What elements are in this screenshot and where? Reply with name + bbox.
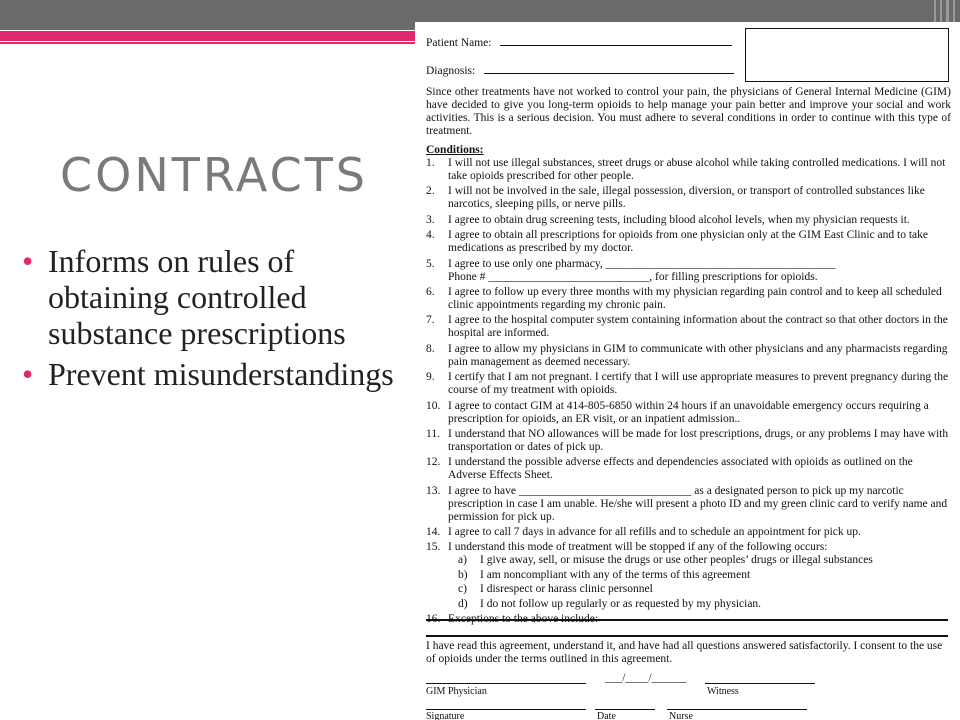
intro-paragraph: Since other treatments have not worked to control your pain, the physicians of General Internal Medicine (GIM) have decided to give you long-term opioids to help manage your pain better and improve your social and work activities. This is a serious decision. You must adhere to several conditions in order to continue with this type of treatment. [426, 86, 951, 137]
stop-condition-item: d) I do not follow up regularly or as requested by my physician. [458, 597, 762, 610]
patient-label-box [745, 28, 949, 82]
patient-name-row [426, 34, 732, 50]
condition-item: 11. I understand that NO allowances will be made for lost prescriptions, drugs, or any problems I may have with transportation or dates of pick up. [426, 427, 949, 453]
stop-conditions-list [448, 554, 951, 611]
bullet-list [20, 244, 410, 399]
nurse-label: Nurse [669, 711, 693, 720]
condition-item: 7. I agree to the hospital computer system containing information about the contract so that other doctors in the hospital are informed. [426, 314, 948, 340]
accent-line [0, 42, 415, 44]
date-blank: ___/____/______ [605, 672, 687, 684]
date-line [595, 709, 655, 710]
condition-item: 10. I agree to contact GIM at 414-805-6850 within 24 hours if an unavoidable emergency occurs requiring a prescription for opioids, an ER visit, or an inpatient admission.. [426, 399, 929, 425]
diagnosis-row [426, 62, 734, 78]
stop-condition-item: c) I disrespect or harass clinic personnel [458, 583, 653, 596]
conditions-heading: Conditions: [426, 144, 484, 156]
consent-paragraph: I have read this agreement, understand it, and have had all questions answered satisfactorily. I consent to the use of opioids under the terms outlined in this agreement. [426, 640, 943, 665]
slide-title: CONTRACTS [60, 148, 369, 202]
condition-item: 3. I agree to obtain drug screening tests, including blood alcohol levels, when my physician requests it. [426, 213, 910, 226]
stop-condition-item: a) I give away, sell, or misuse the drugs or use other peoples’ drugs or illegal substances [458, 554, 873, 567]
condition-item: 5. I agree to use only one pharmacy, ________________________________________ Phone # ____________________________, for filling prescriptions for opioids. [426, 257, 836, 283]
condition-item: 14. I agree to call 7 days in advance for all refills and to schedule an appointment for pick up. [426, 526, 861, 539]
divider-rule [426, 635, 948, 637]
bullet-item: • Informs on rules of obtaining controlled substance prescriptions [20, 244, 410, 351]
condition-item: 6. I agree to follow up every three months with my physician regarding pain control and to keep all scheduled clinic appointments regarding my chronic pain. [426, 285, 942, 311]
patient-name-label: Patient Name: [426, 37, 492, 49]
witness-signature-line [705, 683, 815, 684]
patient-signature-line [426, 709, 586, 710]
condition-item: 15. I understand this mode of treatment will be stopped if any of the following occurs: a) I give away, sell, or misuse the drugs or use other peoples’ drugs or illegal substances b) I am noncompliant with any of the terms of this agreement c) I disrespect or harass clinic personnel d) I do not follow up regularly or as requested by my physician. [426, 541, 951, 611]
conditions-list [426, 157, 951, 629]
condition-item: 1. I will not use illegal substances, street drugs or abuse alcohol while taking controlled medications. I will not take opioids prescribed for other people. [426, 157, 946, 182]
divider-rule [426, 619, 948, 621]
condition-item: 4. I agree to obtain all prescriptions for opioids from one physician only at the GIM East Clinic and to take medications as prescribed by my doctor. [426, 229, 929, 255]
scanned-contract-document [415, 22, 960, 720]
nurse-signature-line [667, 709, 807, 710]
gim-physician-label: GIM Physician [426, 686, 487, 697]
condition-item: 9. I certify that I am not pregnant. I certify that I will use appropriate measures to prevent pregnancy during the course of my treatment with opioids. [426, 371, 949, 397]
accent-bar [0, 31, 415, 41]
physician-signature-line [426, 683, 586, 684]
condition-item: 8. I agree to allow my physicians in GIM to communicate with other physicians and any pharmacists regarding pain management as deemed necessary. [426, 342, 948, 368]
stop-condition-item: b) I am noncompliant with any of the terms of this agreement [458, 568, 751, 581]
patient-name-blank [500, 34, 732, 46]
date-label: Date [597, 711, 616, 720]
signature-label: Signature [426, 711, 465, 720]
condition-item: 12. I understand the possible adverse effects and dependencies associated with opioids as outlined on the Adverse Effects Sheet. [426, 456, 913, 482]
condition-item: 2. I will not be involved in the sale, illegal possession, diversion, or transport of controlled substances like narcotics, sleeping pills, or nerve pills. [426, 185, 925, 211]
diagnosis-label: Diagnosis: [426, 65, 476, 77]
witness-label: Witness [707, 686, 739, 697]
condition-item: 13. I agree to have ______________________________ as a designated person to pick up my narcotic prescription in case I am unable. He/she will present a photo ID and my green clinic card to verify name and permission for pick up. [426, 484, 948, 523]
diagnosis-blank [484, 62, 734, 74]
bullet-item: • Prevent misunderstandings [20, 357, 410, 393]
